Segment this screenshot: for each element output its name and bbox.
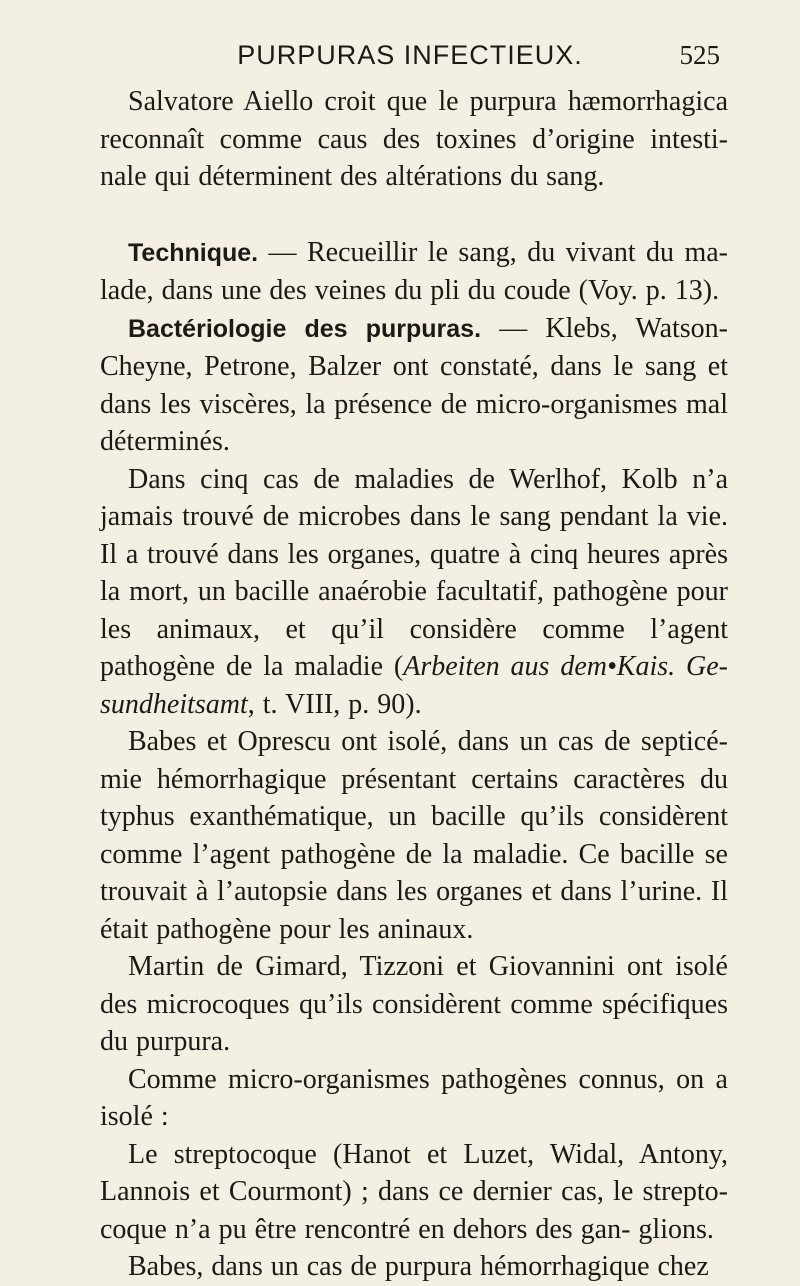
technique-heading: Technique. [128,238,259,267]
page-number: 525 [679,40,720,70]
bacteriology-heading: Bactériologie des purpuras. [128,314,482,343]
paragraph: Babes, dans un cas de purpura hémorrhagique chez [128,1251,709,1282]
paragraph: Le streptocoque (Hanot et Luzet, Widal, Antony, Lannois et Courmont) ; dans ce dernier cas, le strepto- coque n’a pu être rencontré en dehors des gan- glions. [100,1138,728,1245]
kolb-citation: Arbeiten aus dem•Kais. Ge- sundheitsamt [100,651,728,720]
body-text [100,83,728,1286]
bacteriology-text: — Klebs, Watson- Cheyne, Petrone, Balzer ont constaté, dans le sang et dans les viscères, la présence de micro-organismes mal déterminés. [100,312,729,457]
paragraph: Comme micro-organismes pathogènes connus, on a isolé : [100,1063,728,1132]
paragraph: Salvatore Aiello croit que le purpura hæmorrhagica reconnaît comme caus des toxines d’origine intesti- nale qui déterminent des altérations du sang. [100,86,728,192]
kolb-paragraph [100,461,728,724]
page-header [100,40,720,80]
bacteriology-paragraph [100,310,728,461]
technique-paragraph [100,234,728,310]
running-title: PURPURAS INFECTIEUX. [237,40,583,70]
kolb-text: Dans cinq cas de maladies de Werlhof, Kolb n’a jamais trouvé de microbes dans le sang pendant la vie. Il a trouvé dans les organes, quatre à cinq heures après la mort, un bacille anaérobie facultatif, pathogène pour les animaux, et qu’il considère comme l’agent pathogène de la maladie ( [100,463,728,682]
paragraph: Martin de Gimard, Tizzoni et Giovannini ont isolé des microcoques qu’ils considèrent comme spécifiques du purpura. [100,951,728,1057]
paragraph: Babes et Oprescu ont isolé, dans un cas de septicé- mie hémorrhagique présentant certains caractères du typhus exanthématique, un bacille qu’ils considèrent comme l’agent pathogène de la maladie. Ce bacille se trouvait à l’autopsie dans les organes et dans l’urine. Il était pathogène pour les aninaux. [100,726,728,945]
kolb-citation-ref: , t. VIII, p. 90). [247,688,422,720]
technique-text: — Recueillir le sang, du vivant du ma- lade, dans une des veines du pli du coude (Voy. p. 13). [100,236,728,306]
